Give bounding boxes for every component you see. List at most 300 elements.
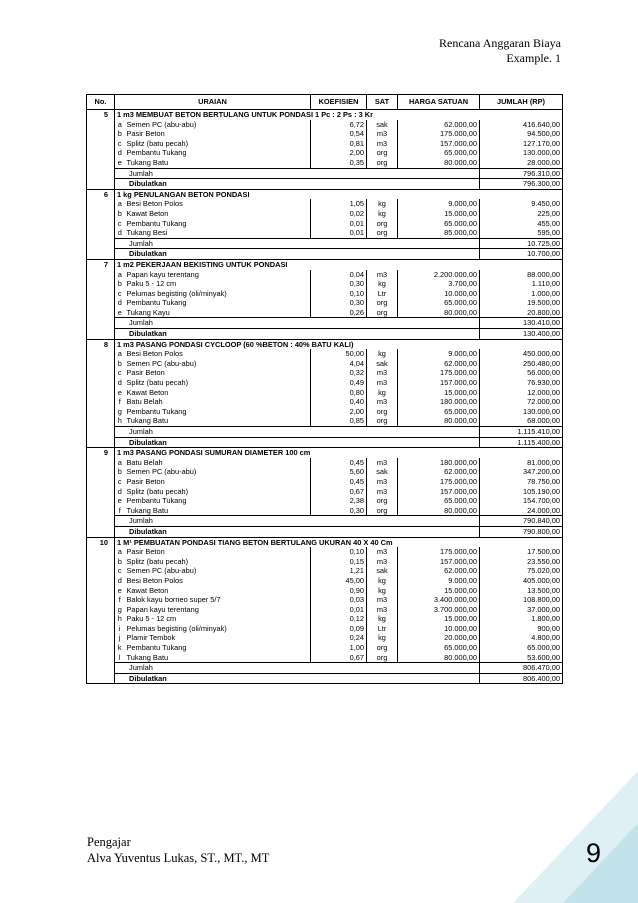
item-koefisien: 2,00 xyxy=(311,407,367,417)
subtotal-row xyxy=(87,168,563,179)
row-spacer xyxy=(87,633,115,643)
section-title: 1 m3 PASANG PONDASI SUMURAN DIAMETER 100 cm xyxy=(115,448,563,458)
item-jumlah: 154.700,00 xyxy=(480,496,563,506)
item-jumlah: 105.190,00 xyxy=(480,487,563,497)
item-jumlah: 76.930,00 xyxy=(480,378,563,388)
table-row xyxy=(87,586,563,596)
section-title: 1 m2 PEKERJAAN BEKISTING UNTUK PONDASI xyxy=(115,259,563,269)
col-sat-header: SAT xyxy=(367,95,398,110)
item-koefisien: 0,01 xyxy=(311,228,367,238)
item-satuan: org xyxy=(367,298,398,308)
subtotal-value: 796.310,00 xyxy=(480,168,563,179)
item-code: b xyxy=(115,209,125,219)
item-description: Pasir Beton xyxy=(126,547,165,557)
subtotal-row xyxy=(87,516,563,527)
rounded-value: 1.115.400,00 xyxy=(480,437,563,448)
row-spacer xyxy=(87,605,115,615)
subtotal-label: Jumlah xyxy=(115,427,480,438)
item-jumlah: 405.000,00 xyxy=(480,576,563,586)
item-koefisien: 0,01 xyxy=(311,219,367,229)
item-code: c xyxy=(115,219,125,229)
row-spacer xyxy=(87,329,115,340)
table-header-row xyxy=(87,95,563,110)
item-jumlah: 68.000,00 xyxy=(480,416,563,426)
item-harga-satuan: 65.000,00 xyxy=(398,148,480,158)
item-description: Pasir Beton xyxy=(126,129,165,139)
item-satuan: Ltr xyxy=(367,289,398,299)
table-row xyxy=(87,653,563,663)
item-jumlah: 130.000,00 xyxy=(480,407,563,417)
item-jumlah: 9.450,00 xyxy=(480,199,563,209)
row-spacer xyxy=(87,378,115,388)
item-jumlah: 28.000,00 xyxy=(480,158,563,168)
item-koefisien: 45,00 xyxy=(311,576,367,586)
item-jumlah: 13.500,00 xyxy=(480,586,563,596)
table-row xyxy=(87,633,563,643)
item-code: c xyxy=(115,477,125,487)
table-row xyxy=(87,378,563,388)
row-spacer xyxy=(87,526,115,537)
item-harga-satuan: 175.000,00 xyxy=(398,477,480,487)
item-harga-satuan: 80.000,00 xyxy=(398,506,480,516)
item-description: Pembantu Tukang xyxy=(126,406,187,416)
item-code: c xyxy=(115,139,125,149)
item-description: Semen PC (abu-abu) xyxy=(126,566,197,576)
item-koefisien: 2,38 xyxy=(311,496,367,506)
subtotal-label: Jumlah xyxy=(115,516,480,527)
table-row xyxy=(87,496,563,506)
table-row xyxy=(87,624,563,634)
item-satuan: m3 xyxy=(367,368,398,378)
item-jumlah: 450.000,00 xyxy=(480,349,563,359)
row-spacer xyxy=(87,496,115,506)
item-harga-satuan: 3.700.000,00 xyxy=(398,605,480,615)
item-code: d xyxy=(115,576,125,586)
rounded-value: 10.700,00 xyxy=(480,249,563,260)
row-spacer xyxy=(87,487,115,497)
item-description: Batu Belah xyxy=(126,397,163,407)
row-spacer xyxy=(87,663,115,674)
item-code: c xyxy=(115,289,125,299)
item-harga-satuan: 65.000,00 xyxy=(398,219,480,229)
row-spacer xyxy=(87,506,115,516)
item-koefisien: 0,26 xyxy=(311,308,367,318)
table-row xyxy=(87,148,563,158)
rounded-row xyxy=(87,249,563,260)
table-row xyxy=(87,397,563,407)
subtotal-row xyxy=(87,663,563,674)
row-spacer xyxy=(87,289,115,299)
item-satuan: kg xyxy=(367,349,398,359)
item-jumlah: 24.000,00 xyxy=(480,506,563,516)
rounded-value: 796.300,00 xyxy=(480,179,563,190)
item-koefisien: 0,03 xyxy=(311,595,367,605)
table-row xyxy=(87,289,563,299)
item-jumlah: 347.200,00 xyxy=(480,467,563,477)
row-spacer xyxy=(87,653,115,663)
row-spacer xyxy=(87,158,115,168)
table-row xyxy=(87,359,563,369)
item-satuan: m3 xyxy=(367,595,398,605)
item-code: c xyxy=(115,368,125,378)
item-satuan: m3 xyxy=(367,477,398,487)
row-spacer xyxy=(87,368,115,378)
rounded-value: 130.400,00 xyxy=(480,329,563,340)
item-description: Besi Beton Polos xyxy=(126,199,183,209)
item-code: a xyxy=(115,547,125,557)
item-harga-satuan: 10.000,00 xyxy=(398,624,480,634)
row-spacer xyxy=(87,120,115,130)
rab-table xyxy=(86,94,563,684)
item-code: b xyxy=(115,129,125,139)
item-koefisien: 0,45 xyxy=(311,477,367,487)
item-koefisien: 0,10 xyxy=(311,289,367,299)
item-koefisien: 0,81 xyxy=(311,139,367,149)
rounded-row xyxy=(87,329,563,340)
rounded-label: Dibulatkan xyxy=(115,179,480,190)
row-spacer xyxy=(87,557,115,567)
item-code: c xyxy=(115,566,125,576)
table-row xyxy=(87,576,563,586)
table-row xyxy=(87,547,563,557)
item-description: Batu Belah xyxy=(126,457,163,467)
table-row xyxy=(87,605,563,615)
row-spacer xyxy=(87,209,115,219)
row-spacer xyxy=(87,179,115,190)
item-satuan: sak xyxy=(367,359,398,369)
item-code: j xyxy=(115,633,125,643)
item-code: f xyxy=(115,397,125,407)
item-description: Pembantu Tukang xyxy=(126,643,187,653)
item-description: Pembantu Tukang xyxy=(126,496,187,506)
table-row xyxy=(87,158,563,168)
table-row xyxy=(87,129,563,139)
item-code: b xyxy=(115,467,125,477)
item-satuan: kg xyxy=(367,576,398,586)
doc-title: Rencana Anggaran Biaya xyxy=(439,36,561,50)
table-row xyxy=(87,566,563,576)
item-satuan: sak xyxy=(367,120,398,130)
item-code: e xyxy=(115,496,125,506)
section-number: 9 xyxy=(87,448,115,458)
subtotal-value: 10.725,00 xyxy=(480,238,563,249)
item-koefisien: 0,15 xyxy=(311,557,367,567)
subtotal-value: 130.410,00 xyxy=(480,318,563,329)
row-spacer xyxy=(87,566,115,576)
item-harga-satuan: 80.000,00 xyxy=(398,308,480,318)
col-jumlah-header: JUMLAH (RP) xyxy=(480,95,563,110)
item-satuan: org xyxy=(367,228,398,238)
item-description: Splitz (batu pecah) xyxy=(126,556,189,566)
item-harga-satuan: 65.000,00 xyxy=(398,407,480,417)
item-code: h xyxy=(115,614,125,624)
item-harga-satuan: 65.000,00 xyxy=(398,496,480,506)
rounded-label: Dibulatkan xyxy=(115,437,480,448)
item-description: Semen PC (abu-abu) xyxy=(126,119,197,129)
section-title: 1 kg PENULANGAN BETON PONDASI xyxy=(115,189,563,199)
row-spacer xyxy=(87,279,115,289)
item-satuan: org xyxy=(367,407,398,417)
row-spacer xyxy=(87,586,115,596)
subtotal-row xyxy=(87,427,563,438)
item-koefisien: 0,04 xyxy=(311,270,367,280)
item-code: g xyxy=(115,605,125,615)
item-koefisien: 4,04 xyxy=(311,359,367,369)
item-harga-satuan: 157.000,00 xyxy=(398,139,480,149)
item-harga-satuan: 175.000,00 xyxy=(398,368,480,378)
item-code: e xyxy=(115,158,125,168)
row-spacer xyxy=(87,595,115,605)
item-harga-satuan: 15.000,00 xyxy=(398,209,480,219)
rounded-row xyxy=(87,526,563,537)
item-harga-satuan: 3.700,00 xyxy=(398,279,480,289)
row-spacer xyxy=(87,298,115,308)
item-code: b xyxy=(115,279,125,289)
row-spacer xyxy=(87,416,115,426)
item-harga-satuan: 9.000,00 xyxy=(398,199,480,209)
subtotal-label: Jumlah xyxy=(115,663,480,674)
item-description: Kawat Beton xyxy=(126,387,169,397)
item-satuan: m3 xyxy=(367,605,398,615)
item-code: e xyxy=(115,388,125,398)
item-description: Tukang Batu xyxy=(126,505,169,515)
table-row xyxy=(87,219,563,229)
item-koefisien: 0,02 xyxy=(311,209,367,219)
row-spacer xyxy=(87,349,115,359)
table-row xyxy=(87,557,563,567)
table-row xyxy=(87,199,563,209)
row-spacer xyxy=(87,397,115,407)
item-jumlah: 225,00 xyxy=(480,209,563,219)
item-harga-satuan: 9.000,00 xyxy=(398,576,480,586)
item-koefisien: 0,01 xyxy=(311,605,367,615)
item-koefisien: 0,54 xyxy=(311,129,367,139)
item-description: Papan kayu terentang xyxy=(126,269,199,279)
row-spacer xyxy=(87,407,115,417)
item-code: d xyxy=(115,487,125,497)
row-spacer xyxy=(87,516,115,527)
row-spacer xyxy=(87,477,115,487)
item-description: Tukang Batu xyxy=(126,157,169,167)
item-code: f xyxy=(115,595,125,605)
item-code: e xyxy=(115,586,125,596)
item-description: Kawat Beton xyxy=(126,208,169,218)
col-uraian-header: URAIAN xyxy=(115,95,311,110)
rounded-label: Dibulatkan xyxy=(115,329,480,340)
row-spacer xyxy=(87,148,115,158)
item-satuan: m3 xyxy=(367,547,398,557)
item-satuan: m3 xyxy=(367,129,398,139)
item-harga-satuan: 175.000,00 xyxy=(398,129,480,139)
item-harga-satuan: 65.000,00 xyxy=(398,643,480,653)
item-jumlah: 94.500,00 xyxy=(480,129,563,139)
item-satuan: Ltr xyxy=(367,624,398,634)
table-row xyxy=(87,388,563,398)
rounded-row xyxy=(87,673,563,684)
item-harga-satuan: 80.000,00 xyxy=(398,158,480,168)
item-code: h xyxy=(115,416,125,426)
corner-decoration xyxy=(468,753,638,903)
row-spacer xyxy=(87,614,115,624)
item-koefisien: 1,21 xyxy=(311,566,367,576)
item-harga-satuan: 62.000,00 xyxy=(398,467,480,477)
item-jumlah: 455,00 xyxy=(480,219,563,229)
item-description: Paku 5 - 12 cm xyxy=(126,614,177,624)
item-koefisien: 0,40 xyxy=(311,397,367,407)
row-spacer xyxy=(87,168,115,179)
item-koefisien: 0,30 xyxy=(311,298,367,308)
subtotal-label: Jumlah xyxy=(115,168,480,179)
section-row xyxy=(87,259,563,269)
table-row xyxy=(87,416,563,426)
item-jumlah: 56.000,00 xyxy=(480,368,563,378)
item-description: Pasir Beton xyxy=(126,368,165,378)
item-description: Splitz (batu pecah) xyxy=(126,486,189,496)
item-jumlah: 19.500,00 xyxy=(480,298,563,308)
item-satuan: m3 xyxy=(367,557,398,567)
item-koefisien: 0,09 xyxy=(311,624,367,634)
item-satuan: m3 xyxy=(367,139,398,149)
item-harga-satuan: 85.000,00 xyxy=(398,228,480,238)
item-harga-satuan: 3.400.000,00 xyxy=(398,595,480,605)
item-koefisien: 0,30 xyxy=(311,279,367,289)
item-harga-satuan: 10.000,00 xyxy=(398,289,480,299)
item-jumlah: 20.800,00 xyxy=(480,308,563,318)
item-satuan: kg xyxy=(367,388,398,398)
row-spacer xyxy=(87,139,115,149)
section-row xyxy=(87,537,563,547)
item-jumlah: 72.000,00 xyxy=(480,397,563,407)
item-satuan: m3 xyxy=(367,378,398,388)
item-code: l xyxy=(115,653,125,663)
subtotal-value: 790.840,00 xyxy=(480,516,563,527)
item-harga-satuan: 62.000,00 xyxy=(398,566,480,576)
section-title: 1 m3 MEMBUAT BETON BERTULANG UNTUK PONDASI 1 Pc : 2 Ps : 3 Kr xyxy=(115,110,563,120)
item-harga-satuan: 157.000,00 xyxy=(398,557,480,567)
item-jumlah: 81.000,00 xyxy=(480,458,563,468)
item-koefisien: 0,24 xyxy=(311,633,367,643)
table-row xyxy=(87,120,563,130)
subtotal-value: 806.470,00 xyxy=(480,663,563,674)
rounded-row xyxy=(87,179,563,190)
item-koefisien: 0,30 xyxy=(311,506,367,516)
item-description: Besi Beton Polos xyxy=(126,575,183,585)
rounded-value: 790.800,00 xyxy=(480,526,563,537)
item-satuan: org xyxy=(367,416,398,426)
item-harga-satuan: 175.000,00 xyxy=(398,547,480,557)
item-code: e xyxy=(115,308,125,318)
item-jumlah: 75.020,00 xyxy=(480,566,563,576)
item-jumlah: 23.550,00 xyxy=(480,557,563,567)
item-satuan: org xyxy=(367,506,398,516)
table-row xyxy=(87,506,563,516)
item-satuan: m3 xyxy=(367,397,398,407)
item-harga-satuan: 80.000,00 xyxy=(398,653,480,663)
item-harga-satuan: 2.200.000,00 xyxy=(398,270,480,280)
footer-role: Pengajar xyxy=(87,835,131,849)
section-row xyxy=(87,110,563,120)
item-code: a xyxy=(115,458,125,468)
rounded-label: Dibulatkan xyxy=(115,526,480,537)
rounded-row xyxy=(87,437,563,448)
table-row xyxy=(87,643,563,653)
section-row xyxy=(87,448,563,458)
section-number: 10 xyxy=(87,537,115,547)
item-satuan: m3 xyxy=(367,458,398,468)
item-description: Plamir Tembok xyxy=(126,633,176,643)
item-harga-satuan: 157.000,00 xyxy=(398,378,480,388)
item-koefisien: 0,35 xyxy=(311,158,367,168)
item-code: a xyxy=(115,199,125,209)
item-satuan: org xyxy=(367,653,398,663)
table-row xyxy=(87,308,563,318)
rounded-value: 806.400,00 xyxy=(480,673,563,684)
item-harga-satuan: 20.000,00 xyxy=(398,633,480,643)
item-code: d xyxy=(115,148,125,158)
table-row xyxy=(87,614,563,624)
item-code: d xyxy=(115,298,125,308)
footer-author: Alva Yuventus Lukas, ST., MT., MT xyxy=(87,851,270,865)
table-row xyxy=(87,487,563,497)
doc-subtitle: Example. 1 xyxy=(506,51,561,65)
section-row xyxy=(87,189,563,199)
rounded-label: Dibulatkan xyxy=(115,673,480,684)
item-harga-satuan: 180.000,00 xyxy=(398,397,480,407)
row-spacer xyxy=(87,228,115,238)
section-title: 1 M¹ PEMBUATAN PONDASI TIANG BETON BERTULANG UKURAN 40 X 40 Cm xyxy=(115,537,563,547)
table-row xyxy=(87,279,563,289)
item-jumlah: 37.000,00 xyxy=(480,605,563,615)
subtotal-value: 1.115.410,00 xyxy=(480,427,563,438)
item-description: Pelumas begisting (oli/minyak) xyxy=(126,288,227,298)
table-row xyxy=(87,458,563,468)
item-harga-satuan: 80.000,00 xyxy=(398,416,480,426)
item-harga-satuan: 15.000,00 xyxy=(398,586,480,596)
page-number: 9 xyxy=(586,838,602,868)
item-description: Besi Beton Polos xyxy=(126,349,183,359)
item-satuan: m3 xyxy=(367,487,398,497)
item-satuan: sak xyxy=(367,467,398,477)
item-description: Paku 5 - 12 cm xyxy=(126,279,177,289)
col-harga-header: HARGA SATUAN xyxy=(398,95,480,110)
col-koefisien-header: KOEFISIEN xyxy=(311,95,367,110)
item-description: Tukang Batu xyxy=(126,416,169,426)
item-code: b xyxy=(115,557,125,567)
item-satuan: kg xyxy=(367,209,398,219)
item-jumlah: 416.640,00 xyxy=(480,120,563,130)
item-code: a xyxy=(115,270,125,280)
item-description: Papan kayu terentang xyxy=(126,604,199,614)
row-spacer xyxy=(87,249,115,260)
item-koefisien: 0,45 xyxy=(311,458,367,468)
section-number: 7 xyxy=(87,259,115,269)
subtotal-row xyxy=(87,318,563,329)
row-spacer xyxy=(87,199,115,209)
item-koefisien: 6,72 xyxy=(311,120,367,130)
item-satuan: kg xyxy=(367,586,398,596)
item-jumlah: 130.000,00 xyxy=(480,148,563,158)
item-koefisien: 0,67 xyxy=(311,487,367,497)
item-harga-satuan: 62.000,00 xyxy=(398,359,480,369)
subtotal-label: Jumlah xyxy=(115,318,480,329)
table-row xyxy=(87,467,563,477)
item-jumlah: 12.000,00 xyxy=(480,388,563,398)
item-description: Tukang Besi xyxy=(126,228,168,238)
item-satuan: org xyxy=(367,496,398,506)
item-satuan: kg xyxy=(367,199,398,209)
item-jumlah: 900,00 xyxy=(480,624,563,634)
item-jumlah: 1.800,00 xyxy=(480,614,563,624)
